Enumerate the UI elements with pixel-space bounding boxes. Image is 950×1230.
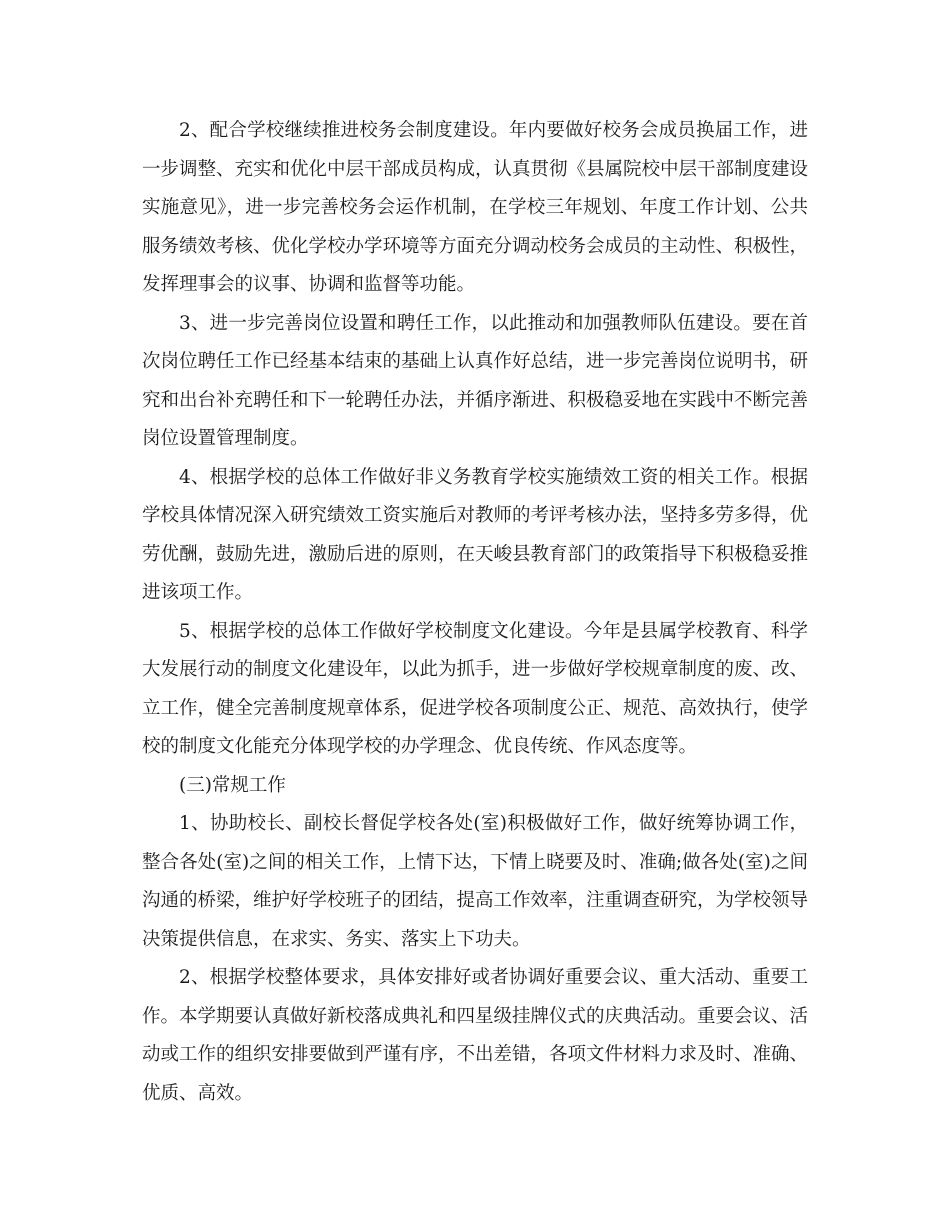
document-body <box>142 112 808 1113</box>
paragraph-item-2-school-affairs-committee: 2、配合学校继续推进校务会制度建设。年内要做好校务会成员换届工作，进一步调整、充实和优化中层干部成员构成，认真贯彻《县属院校中层干部制度建设实施意见》，进一步完善校务会运作机制，在学校三年规划、年度工作计划、公共服务绩效考核、优化学校办学环境等方面充分调动校务会成员的主动性、积极性，发挥理事会的议事、协调和监督等功能。 <box>142 120 809 295</box>
paragraph-routine-item-1-coordination: 1、协助校长、副校长督促学校各处(室)积极做好工作，做好统筹协调工作，整合各处(室)之间的相关工作，上情下达，下情上晓要及时、准确;做各处(室)之间沟通的桥梁，维护好学校班子的团结，提高工作效率，注重调查研究，为学校领导决策提供信息，在求实、务实、落实上下功夫。 <box>142 813 809 950</box>
paragraph-item-3-post-appointment: 3、进一步完善岗位设置和聘任工作，以此推动和加强教师队伍建设。要在首次岗位聘任工作已经基本结束的基础上认真作好总结，进一步完善岗位说明书，研究和出台补充聘任和下一轮聘任办法，并循序渐进、积极稳妥地在实践中不断完善岗位设置管理制度。 <box>142 312 809 449</box>
paragraph-routine-item-2-meetings-events: 2、根据学校整体要求，具体安排好或者协调好重要会议、重大活动、重要工作。本学期要认真做好新校落成典礼和四星级挂牌仪式的庆典活动。重要会议、活动或工作的组织安排要做到严谨有序，不出差错，各项文件材料力求及时、准确、优质、高效。 <box>142 967 809 1104</box>
section-heading-routine-work: (三)常规工作 <box>179 774 286 796</box>
paragraph-item-4-performance-pay: 4、根据学校的总体工作做好非义务教育学校实施绩效工资的相关工作。根据学校具体情况深入研究绩效工资实施后对教师的考评考核办法，坚持多劳多得，优劳优酬，鼓励先进，激励后进的原则，在天峻县教育部门的政策指导下积极稳妥推进该项工作。 <box>142 466 809 603</box>
paragraph-item-5-institutional-culture: 5、根据学校的总体工作做好学校制度文化建设。今年是县属学校教育、科学大发展行动的制度文化建设年，以此为抓手，进一步做好学校规章制度的废、改、立工作，健全完善制度规章体系，促进学校各项制度公正、规范、高效执行，使学校的制度文化能充分体现学校的办学理念、优良传统、作风态度等。 <box>142 620 809 757</box>
